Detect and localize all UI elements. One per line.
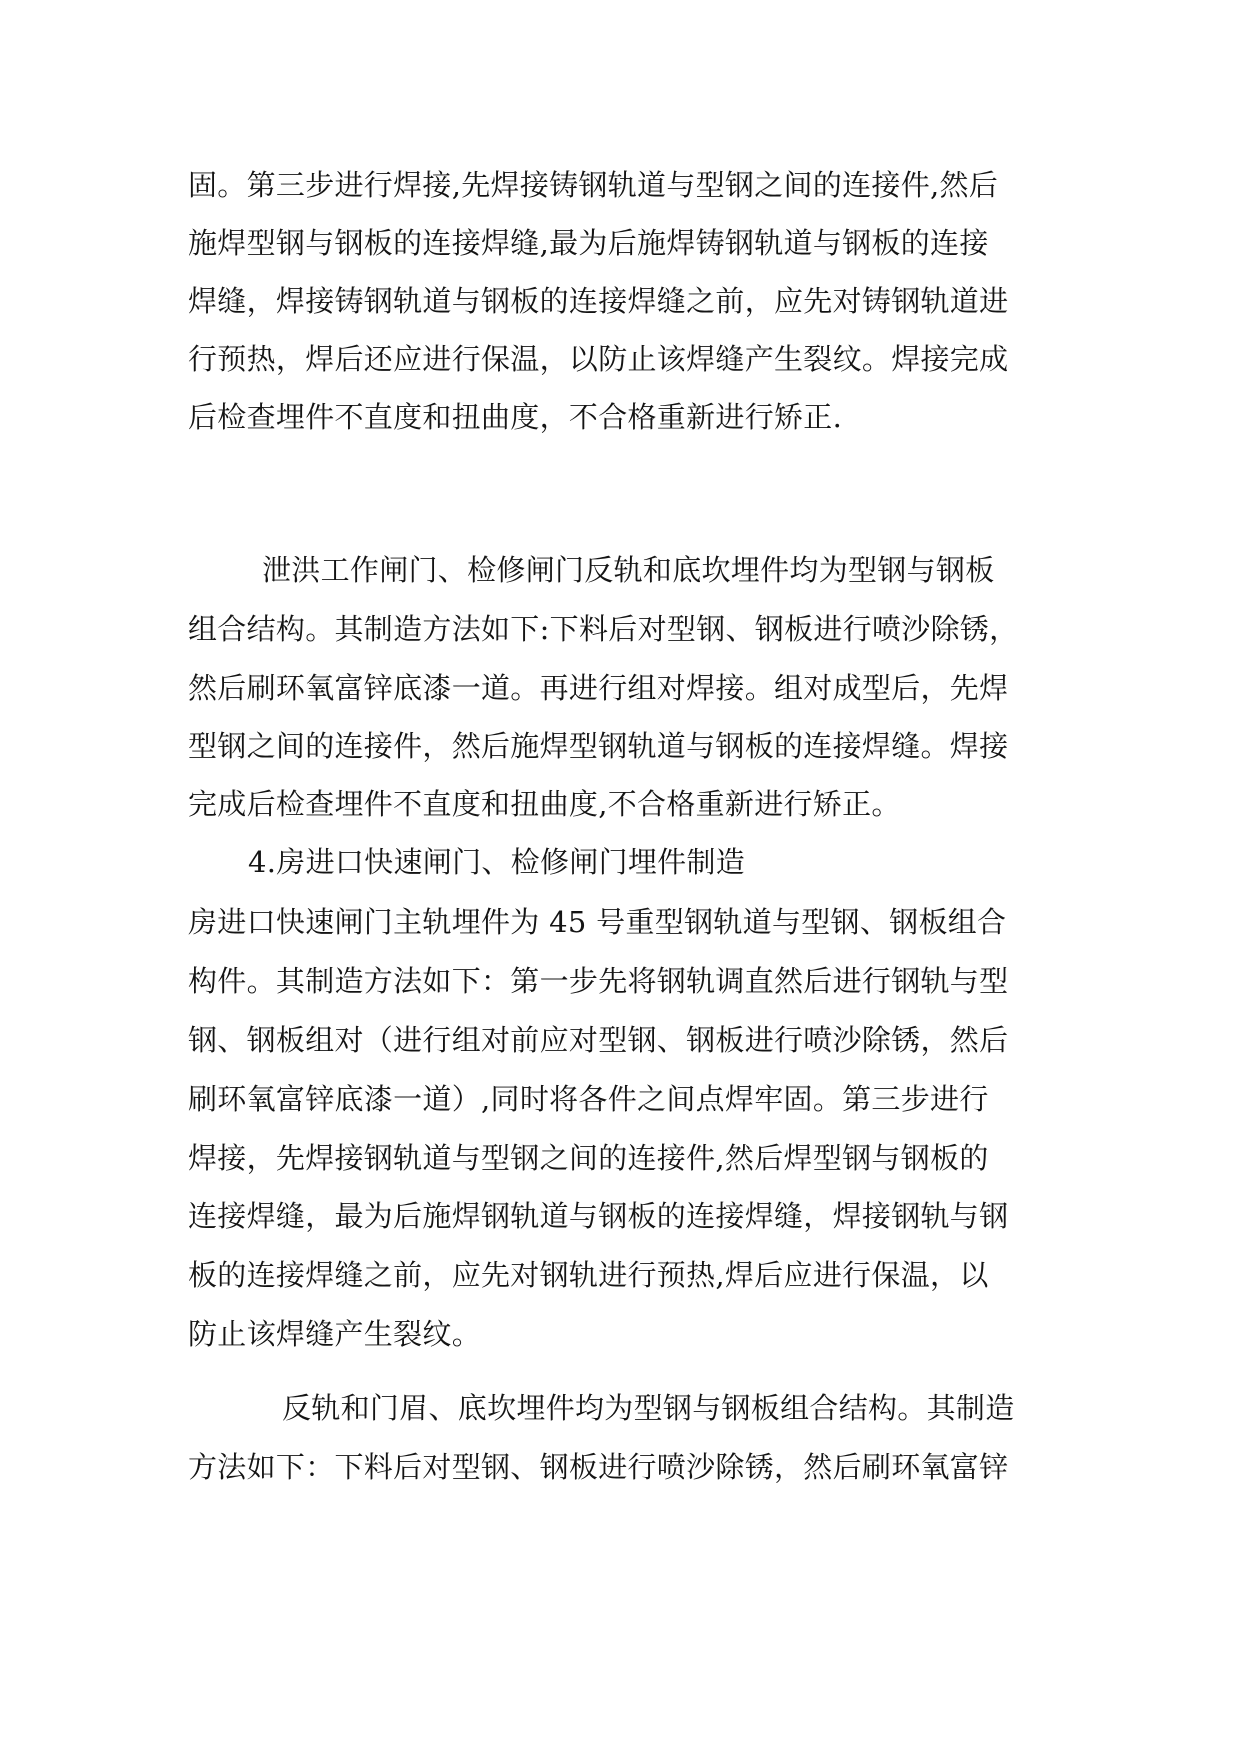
paragraph-3-line-4: 刷环氧富锌底漆一道）,同时将各件之间点焊牢固。第三步进行 [188, 1082, 989, 1116]
paragraph-4-line-2: 方法如下：下料后对型钢、钢板进行喷沙除锈，然后刷环氧富锌 [188, 1450, 1009, 1484]
paragraph-2-line-5: 完成后检查埋件不直度和扭曲度,不合格重新进行矫正。 [188, 787, 901, 821]
paragraph-2-line-2: 组合结构。其制造方法如下:下料后对型钢、钢板进行喷沙除锈， [188, 612, 1019, 646]
paragraph-2-line-3: 然后刷环氧富锌底漆一道。再进行组对焊接。组对成型后，先焊 [188, 671, 1009, 705]
paragraph-3-line-6: 连接焊缝，最为后施焊钢轨道与钢板的连接焊缝，焊接钢轨与钢 [188, 1199, 1009, 1233]
paragraph-3-line-1: 房进口快速闸门主轨埋件为 45 号重型钢轨道与型钢、钢板组合 [188, 905, 1007, 939]
paragraph-4-line-1: 反轨和门眉、底坎埋件均为型钢与钢板组合结构。其制造 [282, 1391, 1015, 1425]
paragraph-1-line-5: 后检查埋件不直度和扭曲度，不合格重新进行矫正. [188, 400, 843, 434]
paragraph-3-line-2: 构件。其制造方法如下：第一步先将钢轨调直然后进行钢轨与型 [188, 964, 1009, 998]
section-heading: 4.房进口快速闸门、检修闸门埋件制造 [248, 845, 746, 879]
paragraph-1-line-3: 焊缝，焊接铸钢轨道与钢板的连接焊缝之前，应先对铸钢轨道进 [188, 284, 1009, 318]
paragraph-2-line-4: 型钢之间的连接件，然后施焊型钢轨道与钢板的连接焊缝。焊接 [188, 729, 1009, 763]
paragraph-1-line-1: 固。第三步进行焊接,先焊接铸钢轨道与型钢之间的连接件,然后 [188, 168, 999, 202]
paragraph-3-line-7: 板的连接焊缝之前，应先对钢轨进行预热,焊后应进行保温，以 [188, 1258, 989, 1292]
paragraph-3-line-8: 防止该焊缝产生裂纹。 [188, 1317, 482, 1351]
paragraph-3-line-3: 钢、钢板组对（进行组对前应对型钢、钢板进行喷沙除锈，然后 [188, 1023, 1009, 1057]
paragraph-1-line-2: 施焊型钢与钢板的连接焊缝,最为后施焊铸钢轨道与钢板的连接 [188, 226, 989, 260]
paragraph-3-line-5: 焊接，先焊接钢轨道与型钢之间的连接件,然后焊型钢与钢板的 [188, 1141, 989, 1175]
paragraph-1-line-4: 行预热，焊后还应进行保温，以防止该焊缝产生裂纹。焊接完成 [188, 342, 1009, 376]
paragraph-2-line-1: 泄洪工作闸门、检修闸门反轨和底坎埋件均为型钢与钢板 [262, 553, 995, 587]
